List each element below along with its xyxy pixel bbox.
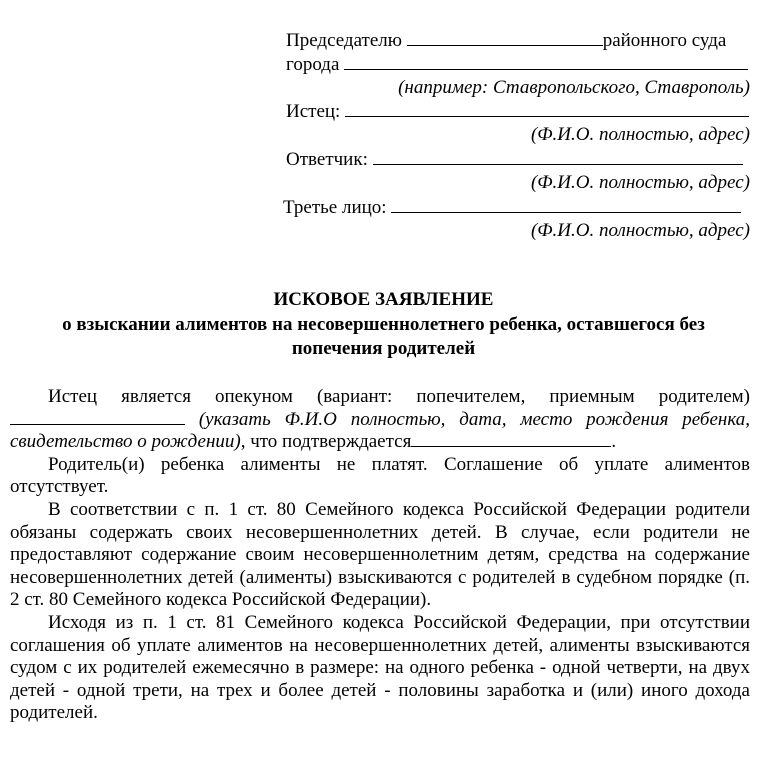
third-party-hint: (Ф.И.О. полностью, адрес) [530,220,750,241]
document-subtitle-2: попечения родителей [291,338,476,359]
city-label: города [286,54,340,75]
p1-start: Истец является опекуном (вариант: попечителем, приемным родителем) [48,386,750,407]
chairman-prefix: Председателю [286,30,402,51]
paragraph-article-81: Исходя из п. 1 ст. 81 Семейного кодекса Российской Федерации, при отсутствии соглашения об уплате алиментов на несовершеннолетних детей, алименты взыскиваются судом с их родителей ежемесячно в размере: на одного ребенка - одной четверти, на двух детей - одной трети, на трех и более детей - половины заработка и (или) иного дохода родителей. [10,611,750,724]
chairman-suffix: районного суда [602,30,727,51]
p1-mid: , что подтверждается [240,431,412,453]
city-line [286,54,748,76]
p1-end: . [611,431,617,453]
third-party-line [283,197,741,219]
defendant-label: Ответчик: [286,149,368,170]
plaintiff-hint: (Ф.И.О. полностью, адрес) [530,124,750,145]
child-info-blank[interactable] [10,409,185,425]
paragraph-guardian [10,386,750,454]
defendant-line [286,149,743,171]
paragraph-no-payment: Родитель(и) ребенка алименты не платят. Соглашение об уплате алиментов отсутствует. [10,453,750,498]
plaintiff-line [286,101,749,123]
third-party-blank[interactable] [391,197,741,213]
proof-blank[interactable] [411,431,611,447]
city-hint: (например: Ставропольского, Ставрополь) [398,77,750,98]
third-party-label: Третье лицо: [283,197,387,218]
defendant-hint: (Ф.И.О. полностью, адрес) [530,172,750,193]
court-name-blank[interactable] [407,30,603,46]
paragraph-article-80: В соответствии с п. 1 ст. 80 Семейного кодекса Российской Федерации родители обязаны содержать своих несовершеннолетних детей. В случае, если родители не предоставляют содержание своим несовершеннолетним детям, средства на содержание несовершеннолетних детей (алименты) взыскиваются с родителей в судебном порядке (п. 2 ст. 80 Семейного кодекса Российской Федерации). [10,498,750,611]
city-blank[interactable] [344,54,748,70]
document-title: ИСКОВОЕ ЗАЯВЛЕНИЕ [273,289,494,310]
defendant-blank[interactable] [373,149,743,165]
document-body [10,386,750,725]
p1-hint: (указать Ф.И.О полностью, дата, место рождения ребенка, свидетельство о рождении) [10,408,751,453]
document-subtitle-1: о взыскании алиментов на несовершеннолетнего ребенка, оставшегося без [62,314,705,335]
chairman-line [286,30,726,52]
plaintiff-blank[interactable] [345,101,749,117]
plaintiff-label: Истец: [286,101,341,122]
